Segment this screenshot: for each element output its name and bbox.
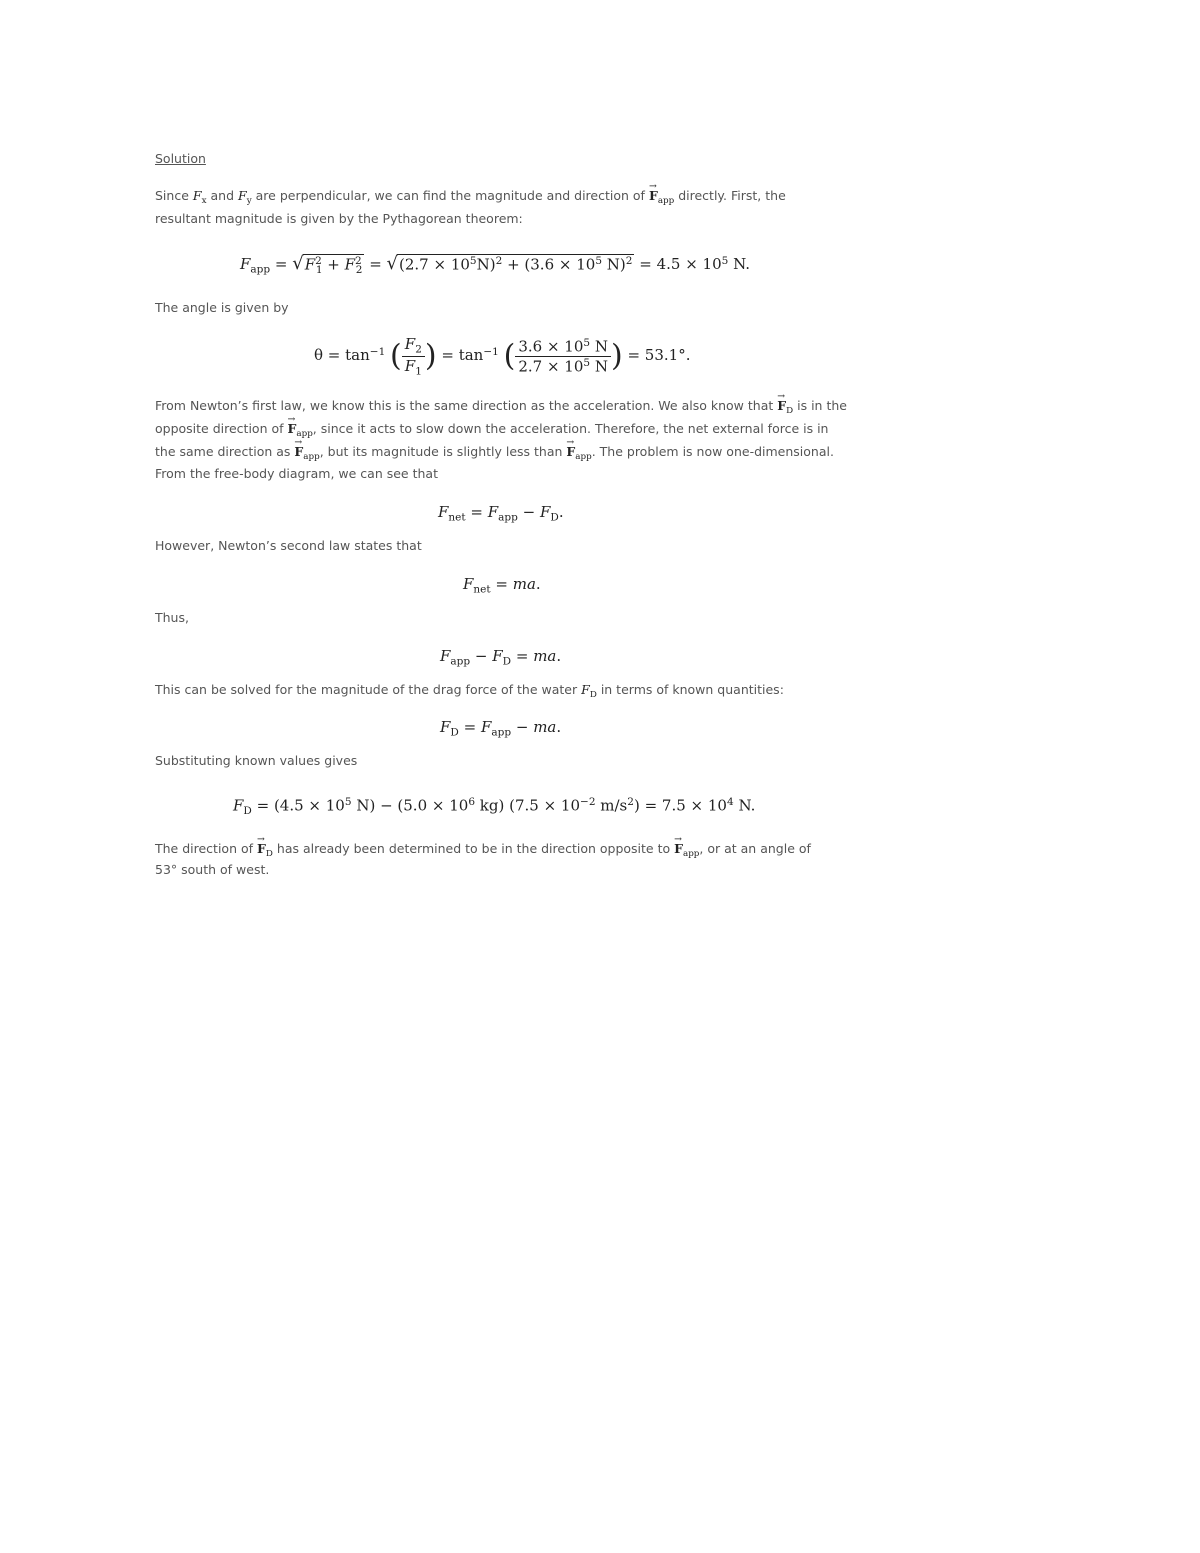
paragraph-newton-line1: From Newton’s first law, we know this is the same direction as the acceleration. We also know that → $F_D$ is in the [155,398,847,416]
equation-drag-force: $F_D = F_{app}$ − ma. [440,718,562,739]
equation-net-force: $F_{net} = F_{app} - F_D$. [438,503,564,524]
solution-heading: Solution [155,151,206,166]
equation-angle: $\theta = \tan^{-1}$ ( $\frac{F_2}{F_1}$ ) = $\tan^{-1}$ ( $\frac{3.6 \times 10^5 N}{2.7 \times 10^5 N}$ ) = 53.1°. [314,335,691,378]
equation-resultant-magnitude: $F_{app} = √F^2_1 + F^2_2 = √(2.7 \times 10^5N)^2 + (3.6 \times 10^5$ $N)^2 = 4.5 \times 10^5$ N. [240,253,751,276]
paragraph-second-law: However, Newton’s second law states that [155,538,422,553]
paragraph-angle: The angle is given by [155,300,289,315]
equation-drag-force-value: $F_D = (4.5 \times 10^5$ $N) - (5.0 \times 10^6$ kg) ($7.5 \times 10^{-2}$ $m/s^2) = 7.5 \times 10^4$ N. [233,796,756,817]
paragraph-thus: Thus, [155,610,189,625]
equation-second-law: $F_{net}$ = ma. [463,575,541,596]
paragraph-solve: This can be solved for the magnitude of the drag force of the water $F_D$ in terms of known quantities: [155,682,784,701]
paragraph-intro-line1: Since $F_x$ and $F_y$ are perpendicular, we can find the magnitude and direction of → $F_{app}$ directly. First, the [155,188,786,206]
paragraph-intro-line2: resultant magnitude is given by the Pythagorean theorem: [155,211,523,226]
paragraph-newton-line3: the same direction as → $F_{app}$, but its magnitude is slightly less than → $F_{app}$. The problem is now one-dimensional. [155,444,834,462]
solution-content [155,148,855,170]
equation-combined: $F_{app} - F_D$ = ma. [440,647,562,668]
paragraph-substituting: Substituting known values gives [155,753,358,768]
paragraph-newton-line2: opposite direction of → $F_{app}$, since it acts to slow down the acceleration. Therefore, the net external force is in [155,421,828,439]
paragraph-newton-line4: From the free-body diagram, we can see that [155,466,438,481]
paragraph-direction-line1: The direction of → $F_D$ has already been determined to be in the direction opposite to → $F_{app}$, or at an angle of [155,841,811,859]
paragraph-direction-line2: 53° south of west. [155,862,270,877]
